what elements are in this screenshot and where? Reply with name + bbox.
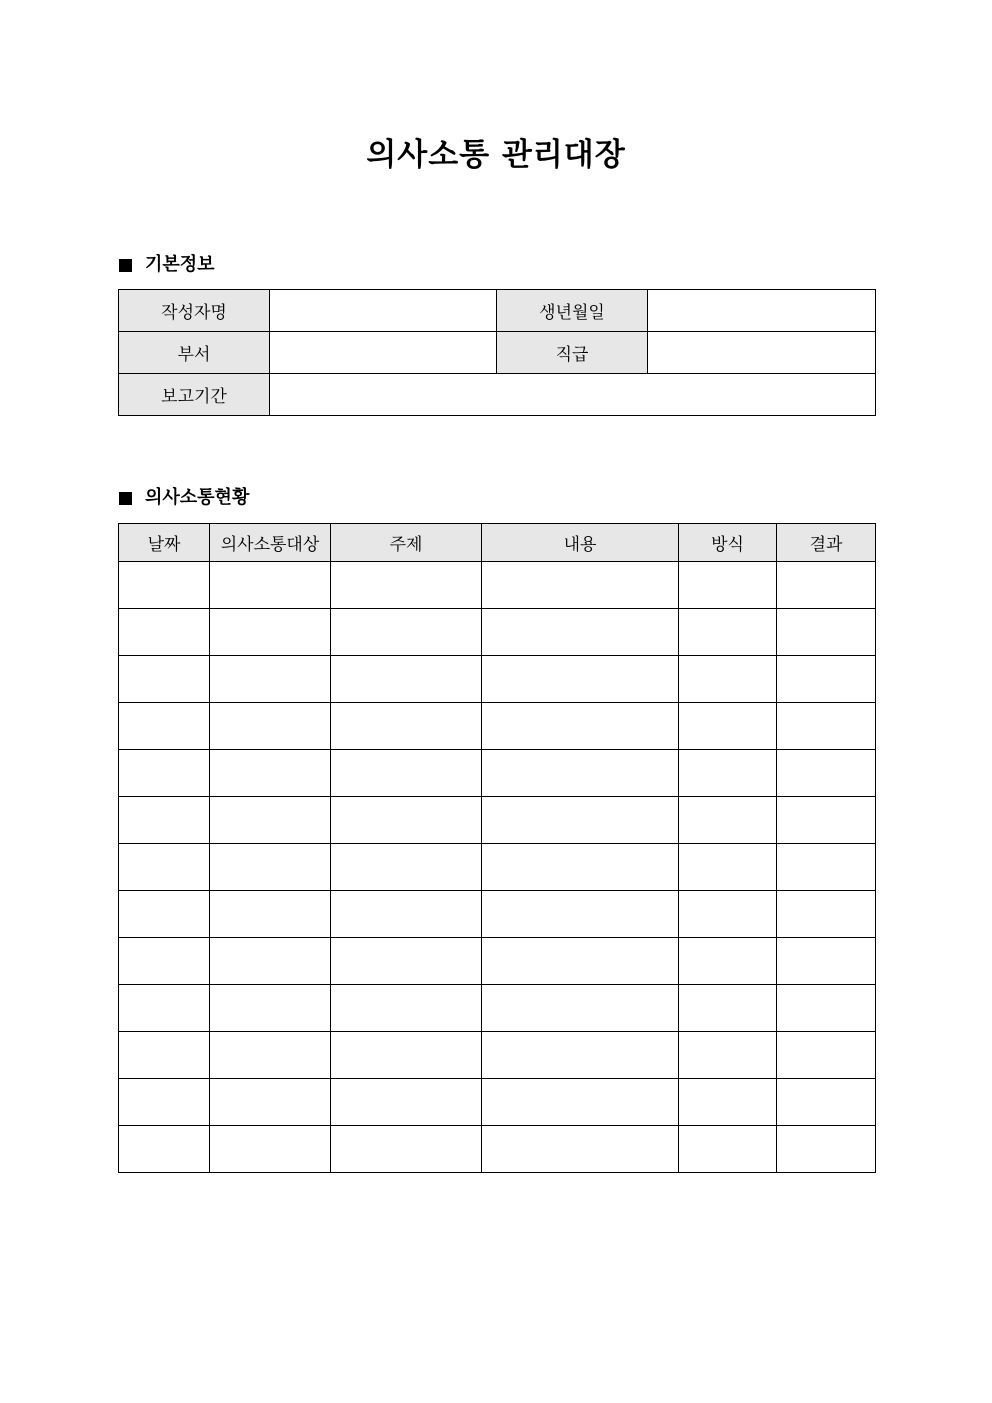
communication-status-heading-label: 의사소통현황 xyxy=(145,487,250,508)
method-cell[interactable] xyxy=(679,985,777,1032)
date-cell[interactable] xyxy=(119,562,210,609)
result-cell[interactable] xyxy=(777,1079,876,1126)
page-title: 의사소통 관리대장 xyxy=(366,137,626,173)
table-row xyxy=(119,985,876,1032)
content-cell[interactable] xyxy=(482,1126,679,1173)
table-row xyxy=(119,797,876,844)
target-cell[interactable] xyxy=(210,656,331,703)
content-cell[interactable] xyxy=(482,985,679,1032)
communication-status-table xyxy=(118,523,876,1173)
result-cell[interactable] xyxy=(777,938,876,985)
author-name-label: 작성자명 xyxy=(119,290,270,332)
target-cell[interactable] xyxy=(210,750,331,797)
result-cell[interactable] xyxy=(777,750,876,797)
topic-cell[interactable] xyxy=(331,1032,482,1079)
date-cell[interactable] xyxy=(119,938,210,985)
table-row xyxy=(119,1126,876,1173)
table-row xyxy=(119,703,876,750)
result-cell[interactable] xyxy=(777,1126,876,1173)
content-cell[interactable] xyxy=(482,844,679,891)
target-cell[interactable] xyxy=(210,609,331,656)
basic-info-table xyxy=(118,289,876,416)
method-cell[interactable] xyxy=(679,1126,777,1173)
result-cell[interactable] xyxy=(777,703,876,750)
target-cell[interactable] xyxy=(210,1032,331,1079)
table-row xyxy=(119,750,876,797)
date-cell[interactable] xyxy=(119,797,210,844)
basic-info-row xyxy=(119,290,876,332)
method-cell[interactable] xyxy=(679,844,777,891)
method-cell[interactable] xyxy=(679,891,777,938)
target-cell[interactable] xyxy=(210,985,331,1032)
table-row xyxy=(119,938,876,985)
result-cell[interactable] xyxy=(777,844,876,891)
table-row xyxy=(119,609,876,656)
content-cell[interactable] xyxy=(482,1079,679,1126)
topic-cell[interactable] xyxy=(331,656,482,703)
table-row xyxy=(119,656,876,703)
date-cell[interactable] xyxy=(119,750,210,797)
content-cell[interactable] xyxy=(482,562,679,609)
column-header-method: 방식 xyxy=(679,524,777,562)
report-period-field[interactable] xyxy=(270,374,876,416)
date-cell[interactable] xyxy=(119,703,210,750)
content-cell[interactable] xyxy=(482,1032,679,1079)
topic-cell[interactable] xyxy=(331,938,482,985)
basic-info-row xyxy=(119,332,876,374)
topic-cell[interactable] xyxy=(331,750,482,797)
date-cell[interactable] xyxy=(119,1032,210,1079)
content-cell[interactable] xyxy=(482,703,679,750)
birth-date-label: 생년월일 xyxy=(497,290,648,332)
square-bullet-icon xyxy=(119,259,132,272)
target-cell[interactable] xyxy=(210,703,331,750)
method-cell[interactable] xyxy=(679,750,777,797)
department-label: 부서 xyxy=(119,332,270,374)
result-cell[interactable] xyxy=(777,1032,876,1079)
date-cell[interactable] xyxy=(119,656,210,703)
column-header-date: 날짜 xyxy=(119,524,210,562)
method-cell[interactable] xyxy=(679,656,777,703)
basic-info-heading-label: 기본정보 xyxy=(145,254,215,275)
date-cell[interactable] xyxy=(119,1079,210,1126)
result-cell[interactable] xyxy=(777,891,876,938)
content-cell[interactable] xyxy=(482,656,679,703)
table-row xyxy=(119,1079,876,1126)
content-cell[interactable] xyxy=(482,609,679,656)
topic-cell[interactable] xyxy=(331,609,482,656)
basic-info-heading xyxy=(119,253,215,277)
table-header-row xyxy=(119,524,876,562)
target-cell[interactable] xyxy=(210,1079,331,1126)
department-field[interactable] xyxy=(270,332,497,374)
result-cell[interactable] xyxy=(777,985,876,1032)
target-cell[interactable] xyxy=(210,562,331,609)
position-field[interactable] xyxy=(648,332,876,374)
topic-cell[interactable] xyxy=(331,703,482,750)
method-cell[interactable] xyxy=(679,609,777,656)
column-header-result: 결과 xyxy=(777,524,876,562)
date-cell[interactable] xyxy=(119,609,210,656)
column-header-topic: 주제 xyxy=(331,524,482,562)
topic-cell[interactable] xyxy=(331,985,482,1032)
target-cell[interactable] xyxy=(210,1126,331,1173)
method-cell[interactable] xyxy=(679,797,777,844)
basic-info-row xyxy=(119,374,876,416)
method-cell[interactable] xyxy=(679,938,777,985)
communication-status-heading xyxy=(119,486,249,510)
target-cell[interactable] xyxy=(210,938,331,985)
topic-cell[interactable] xyxy=(331,1126,482,1173)
method-cell[interactable] xyxy=(679,1079,777,1126)
result-cell[interactable] xyxy=(777,656,876,703)
content-cell[interactable] xyxy=(482,891,679,938)
table-row xyxy=(119,1032,876,1079)
content-cell[interactable] xyxy=(482,938,679,985)
column-header-content: 내용 xyxy=(482,524,679,562)
author-name-field[interactable] xyxy=(270,290,497,332)
topic-cell[interactable] xyxy=(331,1079,482,1126)
topic-cell[interactable] xyxy=(331,797,482,844)
date-cell[interactable] xyxy=(119,985,210,1032)
communication-status-body xyxy=(119,562,876,1173)
date-cell[interactable] xyxy=(119,844,210,891)
topic-cell[interactable] xyxy=(331,844,482,891)
table-row xyxy=(119,562,876,609)
method-cell[interactable] xyxy=(679,562,777,609)
content-cell[interactable] xyxy=(482,797,679,844)
result-cell[interactable] xyxy=(777,797,876,844)
position-label: 직급 xyxy=(497,332,648,374)
table-row xyxy=(119,844,876,891)
report-period-label: 보고기간 xyxy=(119,374,270,416)
target-cell[interactable] xyxy=(210,891,331,938)
target-cell[interactable] xyxy=(210,797,331,844)
date-cell[interactable] xyxy=(119,1126,210,1173)
result-cell[interactable] xyxy=(777,609,876,656)
table-row xyxy=(119,891,876,938)
target-cell[interactable] xyxy=(210,844,331,891)
result-cell[interactable] xyxy=(777,562,876,609)
topic-cell[interactable] xyxy=(331,562,482,609)
date-cell[interactable] xyxy=(119,891,210,938)
method-cell[interactable] xyxy=(679,703,777,750)
method-cell[interactable] xyxy=(679,1032,777,1079)
content-cell[interactable] xyxy=(482,750,679,797)
square-bullet-icon xyxy=(119,492,132,505)
birth-date-field[interactable] xyxy=(648,290,876,332)
topic-cell[interactable] xyxy=(331,891,482,938)
column-header-target: 의사소통대상 xyxy=(210,524,331,562)
